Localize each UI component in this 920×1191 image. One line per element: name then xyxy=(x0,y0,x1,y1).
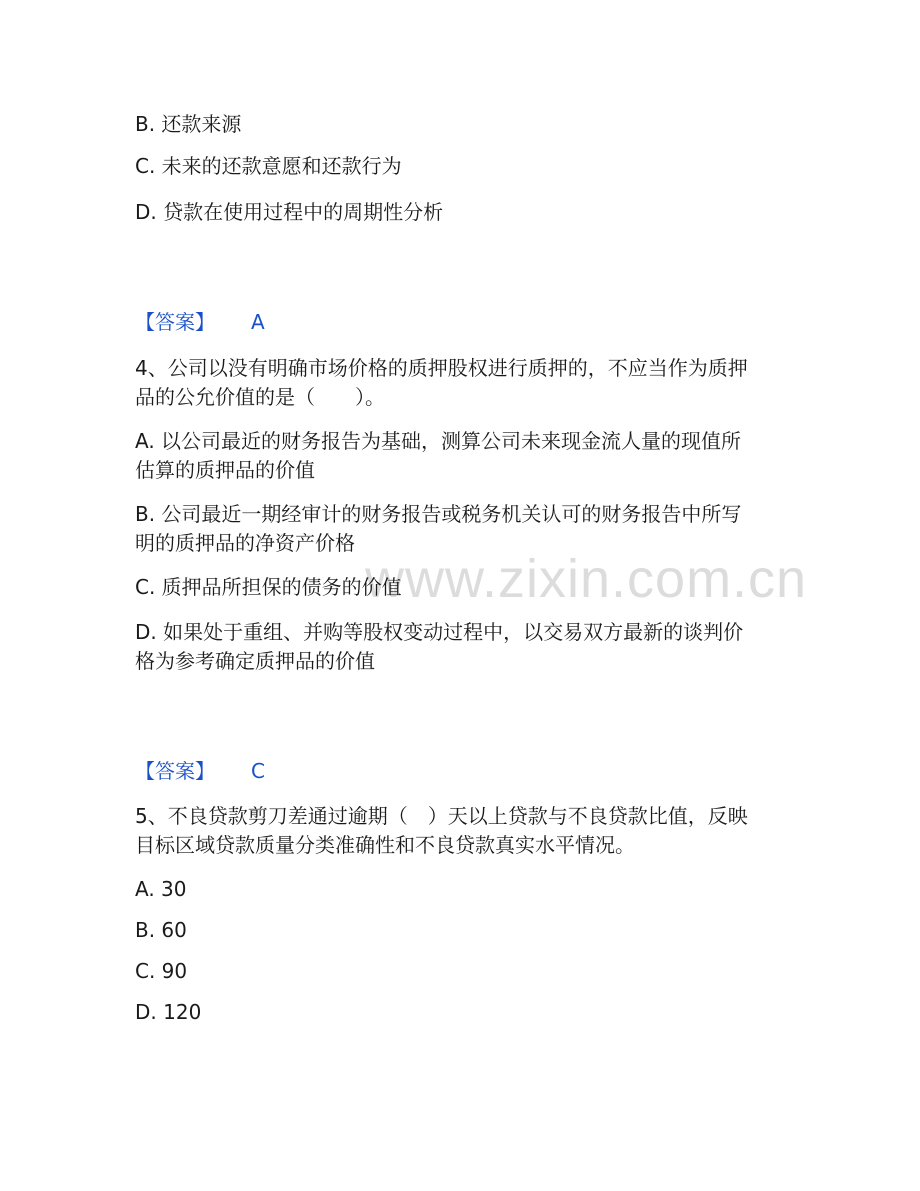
answer-3 xyxy=(135,310,265,334)
q4-stem-line2: 品的公允价值的是（ ）。 xyxy=(135,385,385,409)
answer-value: C xyxy=(251,759,265,783)
q5-option-d: D. 120 xyxy=(135,1000,202,1024)
q5-option-b: B. 60 xyxy=(135,918,187,942)
q5-stem-line1: 5、不良贷款剪刀差通过逾期（ ）天以上贷款与不良贷款比值，反映 xyxy=(135,804,748,828)
q3-option-c: C. 未来的还款意愿和还款行为 xyxy=(135,154,402,178)
answer-4 xyxy=(135,759,265,783)
q4-option-a-line2: 估算的质押品的价值 xyxy=(135,458,315,482)
q5-option-c: C. 90 xyxy=(135,959,188,983)
q4-option-c: C. 质押品所担保的债务的价值 xyxy=(135,575,402,599)
q3-option-b: B. 还款来源 xyxy=(135,112,242,136)
q5-stem-line2: 目标区域贷款质量分类准确性和不良贷款真实水平情况。 xyxy=(135,833,635,857)
watermark: www.zixin.com.cn xyxy=(365,549,808,609)
answer-label: 【答案】 xyxy=(135,310,215,334)
q4-option-d-line2: 格为参考确定质押品的价值 xyxy=(135,649,375,673)
q4-option-a-line1: A. 以公司最近的财务报告为基础，测算公司未来现金流人量的现值所 xyxy=(135,429,742,453)
q4-option-d-line1: D. 如果处于重组、并购等股权变动过程中，以交易双方最新的谈判价 xyxy=(135,620,744,644)
q5-option-a: A. 30 xyxy=(135,877,187,901)
q4-stem-line1: 4、公司以没有明确市场价格的质押股权进行质押的，不应当作为质押 xyxy=(135,356,748,380)
answer-value: A xyxy=(251,310,265,334)
q3-option-d: D. 贷款在使用过程中的周期性分析 xyxy=(135,200,444,224)
q4-option-b-line2: 明的质押品的净资产价格 xyxy=(135,531,355,555)
answer-label: 【答案】 xyxy=(135,759,215,783)
q4-option-b-line1: B. 公司最近一期经审计的财务报告或税务机关认可的财务报告中所写 xyxy=(135,502,742,526)
